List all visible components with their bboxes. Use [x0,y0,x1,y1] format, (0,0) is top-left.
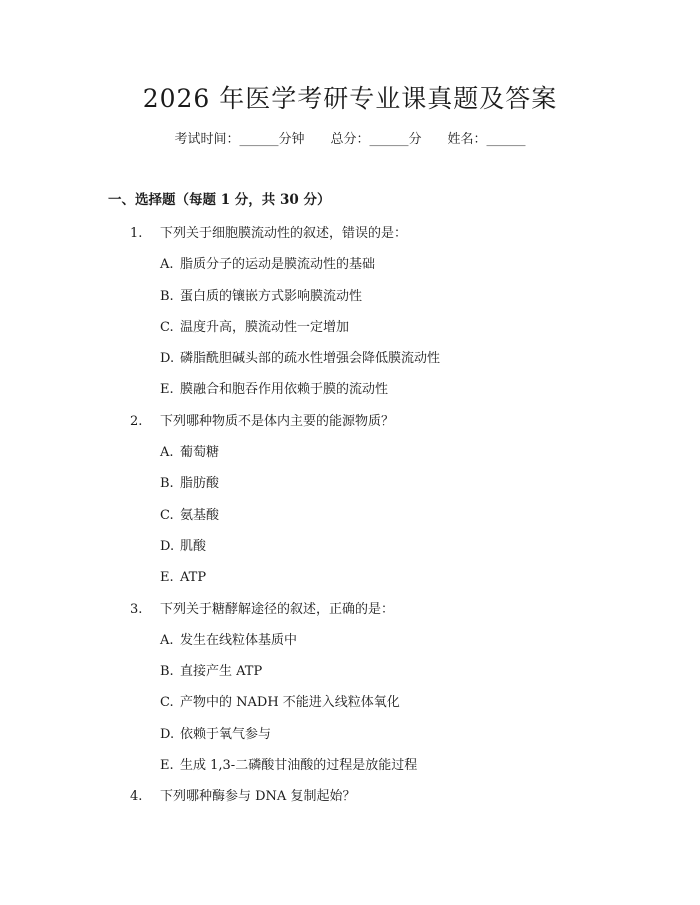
option-letter: C. [160,695,174,711]
option-text: 产物中的 NADH 不能进入线粒体氧化 [180,695,400,711]
question-number: 2. [130,413,143,429]
question-number: 3. [130,601,143,617]
option-3e [0,750,700,781]
option-text: 发生在线粒体基质中 [180,632,298,648]
option-2a [0,437,700,468]
option-letter: D. [160,351,175,367]
option-letter: C. [160,319,174,335]
option-letter: E. [160,758,174,774]
option-2e [0,562,700,593]
question-list [0,218,700,813]
question-text: 下列哪种酶参与 DNA 复制起始？ [160,789,356,805]
question-text: 下列哪种物质不是体内主要的能源物质？ [160,413,395,429]
option-text: 温度升高，膜流动性一定增加 [180,319,350,335]
option-text: 脂质分子的运动是膜流动性的基础 [180,257,376,273]
option-3a [0,625,700,656]
option-letter: A. [160,632,174,648]
question-3 [0,594,700,625]
option-letter: E. [160,382,174,398]
option-1e [0,374,700,405]
question-2 [0,406,700,437]
option-2b [0,468,700,499]
option-letter: E. [160,570,174,586]
option-3d [0,719,700,750]
option-1c [0,312,700,343]
exam-meta [0,131,700,149]
option-text: 磷脂酰胆碱头部的疏水性增强会降低膜流动性 [180,351,441,367]
question-number: 4. [130,789,143,805]
option-letter: B. [160,476,174,492]
option-2d [0,531,700,562]
option-text: 蛋白质的镶嵌方式影响膜流动性 [180,288,363,304]
option-3b [0,656,700,687]
option-letter: C. [160,507,174,523]
option-text: 直接产生 ATP [180,664,263,680]
option-text: 肌酸 [180,538,207,554]
option-2c [0,500,700,531]
option-text: 氨基酸 [180,507,220,523]
section-heading: 一、选择题（每题 1 分，共 30 分） [108,192,331,208]
question-4 [0,781,700,812]
question-number: 1. [130,226,143,241]
option-1b [0,281,700,312]
option-text: 依赖于氧气参与 [180,726,272,742]
option-3c [0,687,700,718]
exam-time-field: 考试时间：______分钟 [174,132,305,147]
option-1a [0,249,700,280]
option-1d [0,343,700,374]
option-text: 脂肪酸 [180,476,220,492]
option-letter: B. [160,288,174,304]
option-text: 膜融合和胞吞作用依赖于膜的流动性 [180,382,389,398]
option-letter: D. [160,538,175,554]
question-1 [0,218,700,249]
option-text: 生成 1,3-二磷酸甘油酸的过程是放能过程 [180,758,418,774]
total-score-field: 总分：______分 [330,132,422,147]
option-text: 葡萄糖 [180,445,220,461]
option-letter: A. [160,257,174,273]
question-text: 下列关于细胞膜流动性的叙述，错误的是： [160,226,408,241]
name-field: 姓名：______ [447,132,526,147]
option-letter: B. [160,664,174,680]
page-title: 2026 年医学考研专业课真题及答案 [142,84,558,113]
option-letter: A. [160,445,174,461]
option-text: ATP [180,570,207,586]
question-text: 下列关于糖酵解途径的叙述，正确的是： [160,601,395,617]
option-letter: D. [160,726,175,742]
